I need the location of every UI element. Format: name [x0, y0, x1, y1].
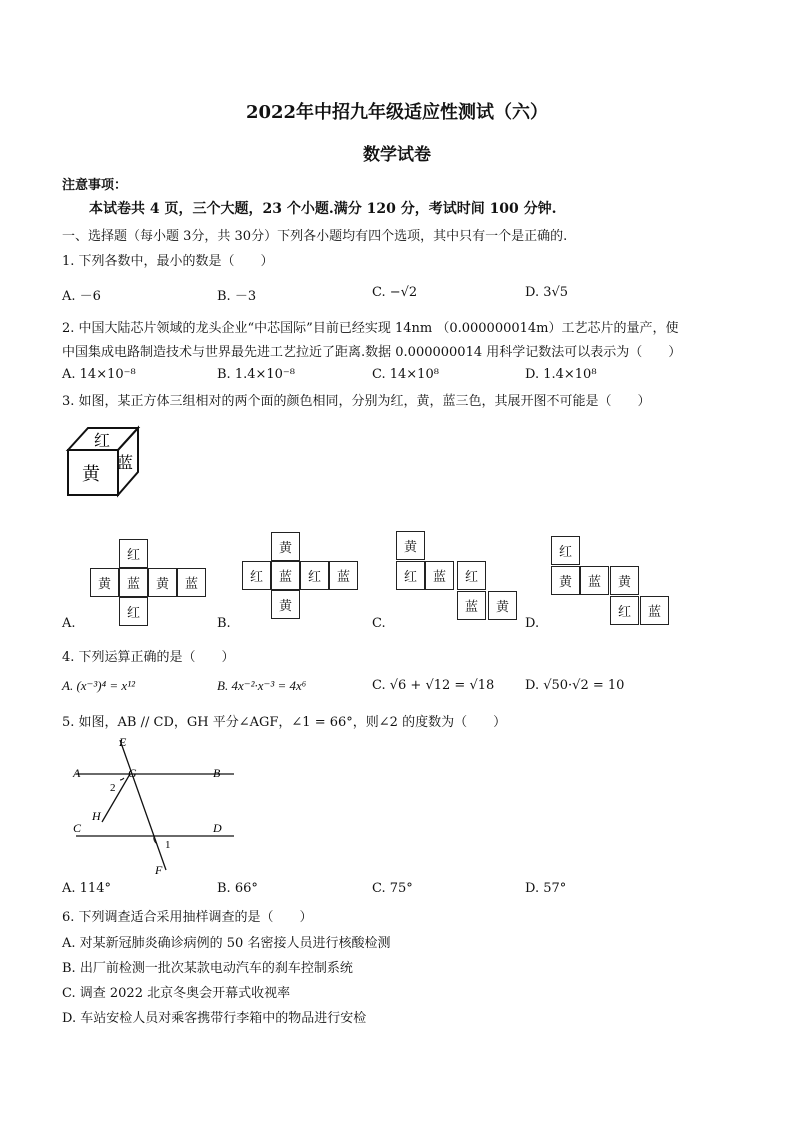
net-c-cell: 红 [457, 561, 486, 590]
q6-stem: 6. 下列调查适合采用抽样调查的是（ ） [62, 910, 313, 925]
net-c-cell: 黄 [488, 591, 517, 620]
parallel-lines-figure [62, 732, 242, 880]
q1-option-d: D. 3√5 [525, 285, 569, 300]
q3-option-c: C. [372, 616, 386, 631]
net-d-cell: 黄 [610, 566, 639, 595]
net-b-cell: 红 [242, 561, 271, 590]
cube-front-label: 黄 [82, 464, 100, 484]
notice-heading: 注意事项： [62, 178, 128, 193]
q2-option-d: D. 1.4×10⁸ [525, 367, 597, 382]
net-d-cell: 黄 [551, 566, 580, 595]
net-a-cell: 黄 [148, 568, 177, 597]
net-a-cell: 红 [119, 597, 148, 626]
net-c-cell: 黄 [396, 531, 425, 560]
q6-option-b: B. 出厂前检测一批次某款电动汽车的刹车控制系统 [62, 961, 353, 976]
q1-option-b: B. －3 [217, 289, 257, 304]
q4-option-a: A. (x⁻³)⁴ = x¹² [62, 678, 135, 693]
cube-side-label: 蓝 [117, 455, 134, 472]
label-d: D [213, 821, 222, 835]
label-angle-2: 2 [110, 782, 116, 794]
label-angle-1: 1 [165, 839, 171, 851]
net-d-cell: 蓝 [580, 566, 609, 595]
net-b-cell: 黄 [271, 590, 300, 619]
net-a-cell: 蓝 [119, 568, 148, 597]
exam-title: 2022年中招九年级适应性测试（六） [245, 102, 549, 123]
net-b-cell: 蓝 [329, 561, 358, 590]
net-d-cell: 红 [551, 536, 580, 565]
label-a: A [73, 766, 81, 780]
q6-option-c: C. 调查 2022 北京冬奥会开幕式收视率 [62, 986, 291, 1001]
q5-option-c: C. 75° [372, 881, 413, 896]
q6-option-a: A. 对某新冠肺炎确诊病例的 50 名密接人员进行核酸检测 [62, 936, 391, 951]
q6-option-d: D. 车站安检人员对乘客携带行李箱中的物品进行安检 [62, 1011, 367, 1026]
net-a-cell: 黄 [90, 568, 119, 597]
q5-stem: 5. 如图，AB // CD，GH 平分∠AGF，∠1 = 66°，则∠2 的度数为（ ） [62, 715, 507, 730]
ray-gh [102, 774, 130, 822]
net-a-cell: 蓝 [177, 568, 206, 597]
q5-option-b: B. 66° [217, 881, 258, 896]
q2-option-c: C. 14×10⁸ [372, 367, 439, 382]
line-ef [120, 740, 166, 870]
label-b: B [213, 766, 221, 780]
net-d-cell: 红 [610, 596, 639, 625]
net-c-cell: 蓝 [457, 591, 486, 620]
q1-stem: 1. 下列各数中，最小的数是（ ） [62, 254, 274, 269]
label-g: G [128, 766, 137, 780]
label-h: H [92, 809, 101, 823]
q4-option-c: C. √6 + √12 = √18 [372, 678, 495, 693]
net-b-cell: 蓝 [271, 561, 300, 590]
q4-stem: 4. 下列运算正确的是（ ） [62, 650, 235, 665]
q3-stem: 3. 如图，某正方体三组相对的两个面的颜色相同，分别为红，黄，蓝三色，其展开图不可能是（ ） [62, 394, 651, 409]
angle-2-arc [120, 778, 124, 780]
q5-option-d: D. 57° [525, 881, 567, 896]
label-f: F [155, 863, 163, 877]
q1-option-c: C. −√2 [372, 285, 418, 300]
net-c-cell: 蓝 [425, 561, 454, 590]
q3-option-d: D. [525, 616, 540, 631]
q1-option-a: A. －6 [62, 289, 101, 304]
net-d-cell: 蓝 [640, 596, 669, 625]
q3-option-a: A. [62, 616, 76, 631]
q2-option-b: B. 1.4×10⁻⁸ [217, 367, 295, 382]
q4-option-d: D. √50·√2 = 10 [525, 678, 625, 693]
net-a-cell: 红 [119, 539, 148, 568]
net-b-cell: 红 [300, 561, 329, 590]
q2-stem-line1: 2. 中国大陆芯片领域的龙头企业“中芯国际”目前已经实现 14nm （0.000000014m）工艺芯片的量产，使 [62, 321, 679, 336]
net-b-cell: 黄 [271, 532, 300, 561]
cube-figure [62, 422, 144, 498]
q5-option-a: A. 114° [62, 881, 111, 896]
q2-stem-line2: 中国集成电路制造技术与世界最先进工艺拉近了距离.数据 0.000000014 用科学记数法可以表示为（ ） [62, 345, 682, 360]
q2-option-a: A. 14×10⁻⁸ [62, 367, 136, 382]
q3-option-b: B. [217, 616, 231, 631]
q4-option-b: B. 4x⁻²·x⁻³ = 4x⁶ [217, 678, 307, 693]
label-e: E [119, 735, 127, 749]
exam-subtitle: 数学试卷 [363, 145, 431, 165]
cube-top-label: 红 [94, 433, 111, 450]
net-c-cell: 红 [396, 561, 425, 590]
label-c: C [73, 821, 82, 835]
section-heading: 一、选择题（每小题 3分，共 30分）下列各小题均有四个选项，其中只有一个是正确的. [62, 229, 568, 244]
notice-text: 本试卷共 4 页，三个大题，23 个小题.满分 120 分，考试时间 100 分钟. [89, 201, 557, 217]
